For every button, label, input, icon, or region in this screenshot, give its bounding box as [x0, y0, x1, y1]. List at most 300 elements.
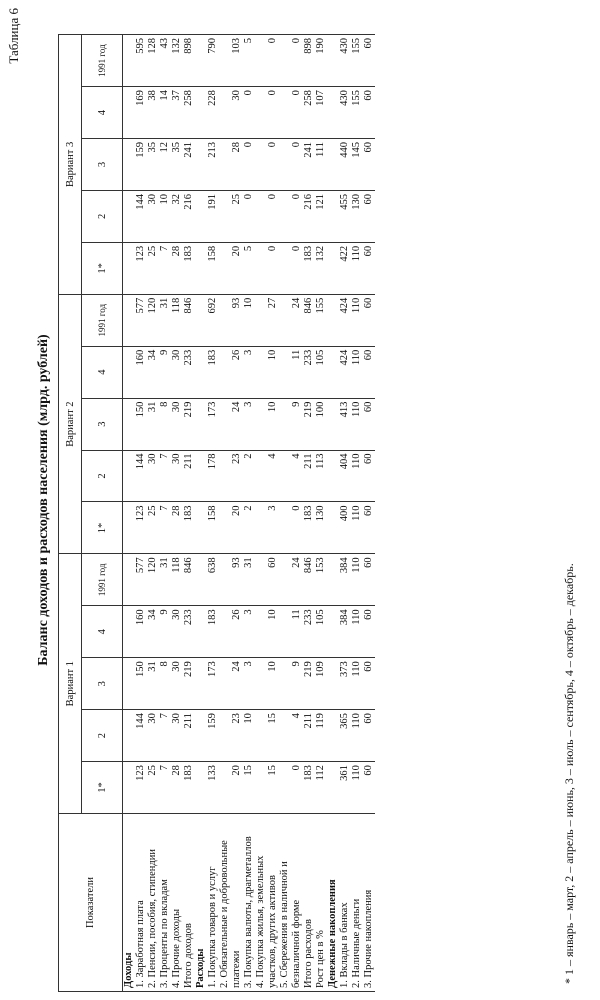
value-cell: 28 — [171, 502, 183, 554]
value-cell: 404 — [339, 450, 351, 502]
value-cell: 183 — [207, 346, 219, 398]
value-cell — [195, 502, 207, 554]
value-cell: 0 — [255, 139, 279, 191]
value-cell: 3 — [243, 346, 255, 398]
value-cell: 60 — [363, 190, 375, 242]
value-cell: 7 — [159, 502, 171, 554]
value-cell: 211 — [183, 450, 195, 502]
value-cell: 133 — [207, 762, 219, 814]
value-cell: 577 — [135, 294, 147, 346]
value-cell — [327, 502, 339, 554]
value-cell: 132 — [171, 35, 183, 87]
value-cell — [327, 35, 339, 87]
value-cell — [195, 762, 207, 814]
value-cell: 93 — [219, 554, 243, 606]
value-cell: 424 — [339, 346, 351, 398]
value-cell: 31 — [159, 294, 171, 346]
value-cell: 60 — [363, 502, 375, 554]
value-cell: 60 — [363, 710, 375, 762]
value-cell: 183 — [183, 762, 195, 814]
value-cell: 34 — [147, 346, 159, 398]
value-cell: 400 — [339, 502, 351, 554]
table-row — [315, 35, 327, 992]
value-cell: 20 — [219, 762, 243, 814]
value-cell: 5 — [243, 35, 255, 87]
value-cell: 60 — [363, 346, 375, 398]
value-cell: 145 — [351, 139, 363, 191]
value-cell: 110 — [351, 658, 363, 710]
value-cell: 60 — [363, 139, 375, 191]
value-cell: 219 — [303, 398, 315, 450]
value-cell: 30 — [171, 450, 183, 502]
table-row — [327, 35, 339, 992]
row-label: 2. Пенсии, пособия, стипендии — [147, 814, 159, 992]
value-cell: 160 — [135, 346, 147, 398]
table-body — [123, 35, 376, 992]
col-header: 4 — [82, 87, 123, 139]
value-cell — [195, 658, 207, 710]
value-cell: 112 — [315, 762, 327, 814]
value-cell: 361 — [339, 762, 351, 814]
value-cell: 60 — [363, 398, 375, 450]
row-label: 1. Заработная плата — [135, 814, 147, 992]
value-cell: 30 — [171, 398, 183, 450]
value-cell — [327, 139, 339, 191]
table-row — [135, 35, 147, 992]
value-cell — [195, 606, 207, 658]
value-cell: 144 — [135, 710, 147, 762]
value-cell: 183 — [303, 502, 315, 554]
value-cell: 107 — [315, 87, 327, 139]
value-cell — [195, 554, 207, 606]
value-cell — [327, 190, 339, 242]
value-cell: 60 — [363, 606, 375, 658]
table-title: Баланс доходов и расходов населения (млрд. рублей) — [36, 334, 51, 666]
value-cell: 110 — [351, 346, 363, 398]
value-cell: 60 — [363, 242, 375, 294]
value-cell: 3 — [243, 658, 255, 710]
value-cell: 105 — [315, 346, 327, 398]
value-cell: 241 — [303, 139, 315, 191]
value-cell: 28 — [219, 139, 243, 191]
value-cell — [123, 35, 136, 87]
row-label: 2. Обязательные и добровольные платежи — [219, 814, 243, 992]
value-cell: 10 — [255, 606, 279, 658]
value-cell: 24 — [279, 294, 303, 346]
value-cell — [123, 139, 136, 191]
value-cell: 846 — [183, 554, 195, 606]
value-cell: 233 — [303, 346, 315, 398]
row-label: 4. Покупка жилья, земельных участков, других активов — [255, 814, 279, 992]
value-cell: 118 — [171, 294, 183, 346]
value-cell — [123, 346, 136, 398]
table-row — [351, 35, 363, 992]
value-cell — [327, 450, 339, 502]
row-label: 1. Вклады в банках — [339, 814, 351, 992]
value-cell — [327, 762, 339, 814]
value-cell: 373 — [339, 658, 351, 710]
col-header: 2 — [82, 190, 123, 242]
value-cell: 23 — [219, 450, 243, 502]
value-cell: 30 — [171, 346, 183, 398]
table-row — [171, 35, 183, 992]
value-cell: 7 — [159, 710, 171, 762]
value-cell: 121 — [315, 190, 327, 242]
value-cell: 23 — [219, 710, 243, 762]
col-header: 3 — [82, 658, 123, 710]
value-cell: 153 — [315, 554, 327, 606]
value-cell: 14 — [159, 87, 171, 139]
value-cell: 228 — [207, 87, 219, 139]
value-cell: 9 — [279, 658, 303, 710]
row-label: 4. Прочие доходы — [171, 814, 183, 992]
value-cell: 3 — [255, 502, 279, 554]
value-cell: 20 — [219, 242, 243, 294]
table-number: Таблица 6 — [6, 8, 21, 64]
table-row — [159, 35, 171, 992]
value-cell — [123, 658, 136, 710]
value-cell: 155 — [315, 294, 327, 346]
row-label: Итого доходов — [183, 814, 195, 992]
value-cell: 120 — [147, 294, 159, 346]
value-cell: 898 — [303, 35, 315, 87]
value-cell: 846 — [183, 294, 195, 346]
value-cell: 30 — [171, 658, 183, 710]
row-label: 3. Проценты по вкладам — [159, 814, 171, 992]
value-cell — [327, 710, 339, 762]
value-cell: 155 — [351, 35, 363, 87]
value-cell: 3 — [243, 606, 255, 658]
value-cell: 12 — [159, 139, 171, 191]
value-cell: 10 — [255, 346, 279, 398]
value-cell: 7 — [159, 450, 171, 502]
value-cell: 60 — [363, 554, 375, 606]
value-cell: 11 — [279, 346, 303, 398]
balance-table — [58, 34, 375, 992]
value-cell: 30 — [147, 450, 159, 502]
value-cell: 692 — [207, 294, 219, 346]
value-cell: 123 — [135, 502, 147, 554]
row-label: 5. Сбережения в наличной и безналичной форме — [279, 814, 303, 992]
value-cell: 0 — [243, 87, 255, 139]
value-cell: 132 — [315, 242, 327, 294]
table-row — [339, 35, 351, 992]
col-header: 1991 год — [82, 554, 123, 606]
value-cell — [195, 139, 207, 191]
value-cell: 37 — [171, 87, 183, 139]
value-cell: 11 — [279, 606, 303, 658]
value-cell: 31 — [243, 554, 255, 606]
value-cell: 25 — [219, 190, 243, 242]
value-cell: 0 — [279, 87, 303, 139]
value-cell: 113 — [315, 450, 327, 502]
value-cell: 216 — [183, 190, 195, 242]
value-cell: 93 — [219, 294, 243, 346]
col-header: 1* — [82, 502, 123, 554]
value-cell: 169 — [135, 87, 147, 139]
value-cell: 183 — [183, 502, 195, 554]
value-cell: 111 — [315, 139, 327, 191]
value-cell: 10 — [255, 658, 279, 710]
col-header: 1* — [82, 242, 123, 294]
value-cell: 110 — [351, 398, 363, 450]
value-cell — [195, 346, 207, 398]
value-cell: 365 — [339, 710, 351, 762]
value-cell: 128 — [147, 35, 159, 87]
value-cell: 258 — [183, 87, 195, 139]
value-cell: 424 — [339, 294, 351, 346]
table-row — [243, 35, 255, 992]
value-cell: 258 — [303, 87, 315, 139]
value-cell: 10 — [255, 398, 279, 450]
value-cell: 5 — [243, 242, 255, 294]
value-cell: 219 — [303, 658, 315, 710]
value-cell: 103 — [219, 35, 243, 87]
value-cell — [123, 710, 136, 762]
value-cell: 130 — [315, 502, 327, 554]
value-cell: 35 — [147, 139, 159, 191]
value-cell: 183 — [183, 242, 195, 294]
value-cell: 110 — [351, 502, 363, 554]
value-cell — [327, 658, 339, 710]
value-cell: 0 — [255, 190, 279, 242]
value-cell: 4 — [255, 450, 279, 502]
value-cell: 160 — [135, 606, 147, 658]
value-cell: 384 — [339, 606, 351, 658]
table-row — [183, 35, 195, 992]
value-cell: 110 — [351, 762, 363, 814]
value-cell: 150 — [135, 658, 147, 710]
row-label: Рост цен в % — [315, 814, 327, 992]
value-cell: 219 — [183, 658, 195, 710]
value-cell: 110 — [351, 554, 363, 606]
table-row — [279, 35, 303, 992]
value-cell: 455 — [339, 190, 351, 242]
table-row — [363, 35, 375, 992]
value-cell — [195, 710, 207, 762]
value-cell: 8 — [159, 658, 171, 710]
value-cell: 233 — [183, 606, 195, 658]
value-cell: 120 — [147, 554, 159, 606]
value-cell: 118 — [171, 554, 183, 606]
value-cell: 109 — [315, 658, 327, 710]
value-cell: 0 — [279, 242, 303, 294]
value-cell: 105 — [315, 606, 327, 658]
row-label: Расходы — [195, 814, 207, 992]
value-cell: 4 — [279, 710, 303, 762]
value-cell: 846 — [303, 294, 315, 346]
row-label: 1. Покупка товаров и услуг — [207, 814, 219, 992]
row-label: 3. Покупка валюты, драгметаллов — [243, 814, 255, 992]
value-cell: 0 — [279, 139, 303, 191]
value-cell — [123, 294, 136, 346]
table-row — [255, 35, 279, 992]
value-cell — [327, 242, 339, 294]
value-cell: 27 — [255, 294, 279, 346]
value-cell: 110 — [351, 606, 363, 658]
value-cell: 3 — [243, 398, 255, 450]
row-label: Итого расходов — [303, 814, 315, 992]
value-cell: 0 — [279, 502, 303, 554]
value-cell: 898 — [183, 35, 195, 87]
value-cell: 384 — [339, 554, 351, 606]
value-cell — [123, 502, 136, 554]
value-cell — [123, 450, 136, 502]
value-cell: 25 — [147, 762, 159, 814]
value-cell: 38 — [147, 87, 159, 139]
value-cell: 25 — [147, 502, 159, 554]
value-cell: 123 — [135, 762, 147, 814]
value-cell: 159 — [207, 710, 219, 762]
value-cell: 0 — [255, 242, 279, 294]
value-cell: 9 — [279, 398, 303, 450]
value-cell — [195, 398, 207, 450]
row-label: Доходы — [123, 814, 136, 992]
value-cell: 30 — [219, 87, 243, 139]
value-cell: 7 — [159, 762, 171, 814]
value-cell — [123, 190, 136, 242]
value-cell: 43 — [159, 35, 171, 87]
value-cell: 60 — [363, 450, 375, 502]
value-cell: 60 — [363, 87, 375, 139]
value-cell: 110 — [351, 710, 363, 762]
value-cell: 211 — [183, 710, 195, 762]
value-cell: 60 — [363, 762, 375, 814]
value-cell: 422 — [339, 242, 351, 294]
value-cell: 31 — [147, 658, 159, 710]
col-header: 4 — [82, 606, 123, 658]
value-cell: 638 — [207, 554, 219, 606]
value-cell: 15 — [255, 762, 279, 814]
value-cell: 213 — [207, 139, 219, 191]
value-cell: 28 — [171, 242, 183, 294]
value-cell: 31 — [159, 554, 171, 606]
value-cell: 173 — [207, 658, 219, 710]
value-cell: 26 — [219, 346, 243, 398]
value-cell: 178 — [207, 450, 219, 502]
value-cell: 211 — [303, 710, 315, 762]
value-cell: 0 — [279, 35, 303, 87]
value-cell: 241 — [183, 139, 195, 191]
value-cell: 0 — [243, 139, 255, 191]
row-label: 2. Наличные деньги — [351, 814, 363, 992]
value-cell: 10 — [243, 710, 255, 762]
value-cell — [327, 398, 339, 450]
value-cell: 413 — [339, 398, 351, 450]
value-cell: 8 — [159, 398, 171, 450]
value-cell: 144 — [135, 190, 147, 242]
value-cell: 0 — [243, 190, 255, 242]
value-cell: 183 — [303, 242, 315, 294]
value-cell: 26 — [219, 606, 243, 658]
value-cell: 34 — [147, 606, 159, 658]
value-cell: 60 — [363, 294, 375, 346]
value-cell: 846 — [303, 554, 315, 606]
value-cell: 24 — [219, 398, 243, 450]
value-cell: 233 — [183, 346, 195, 398]
value-cell: 2 — [243, 450, 255, 502]
value-cell: 30 — [147, 190, 159, 242]
col-header: 3 — [82, 398, 123, 450]
footnote: * 1 – январь – март, 2 – апрель – июнь, 3 – июль – сентябрь, 4 – октябрь – декабрь. — [562, 563, 576, 984]
value-cell: 9 — [159, 346, 171, 398]
value-cell: 31 — [147, 398, 159, 450]
value-cell: 190 — [315, 35, 327, 87]
value-cell: 119 — [315, 710, 327, 762]
value-cell: 24 — [219, 658, 243, 710]
value-cell: 24 — [279, 554, 303, 606]
value-cell: 577 — [135, 554, 147, 606]
header-indicators: Показатели — [59, 814, 123, 992]
value-cell — [123, 762, 136, 814]
value-cell: 110 — [351, 242, 363, 294]
value-cell — [123, 398, 136, 450]
header-variant-3: Вариант 3 — [59, 35, 82, 295]
value-cell: 595 — [135, 35, 147, 87]
value-cell: 211 — [303, 450, 315, 502]
value-cell: 9 — [159, 606, 171, 658]
value-cell: 123 — [135, 242, 147, 294]
table-row — [207, 35, 219, 992]
value-cell: 0 — [255, 87, 279, 139]
value-cell: 158 — [207, 502, 219, 554]
value-cell: 183 — [207, 606, 219, 658]
table-row — [219, 35, 243, 992]
value-cell: 10 — [243, 294, 255, 346]
value-cell: 60 — [363, 35, 375, 87]
value-cell — [195, 35, 207, 87]
value-cell: 25 — [147, 242, 159, 294]
value-cell — [195, 190, 207, 242]
value-cell: 35 — [171, 139, 183, 191]
value-cell: 0 — [279, 762, 303, 814]
value-cell: 144 — [135, 450, 147, 502]
value-cell: 60 — [255, 554, 279, 606]
value-cell: 0 — [279, 190, 303, 242]
value-cell — [123, 242, 136, 294]
value-cell — [327, 294, 339, 346]
row-label: Денежные накопления — [327, 814, 339, 992]
header-variant-2: Вариант 2 — [59, 294, 82, 554]
value-cell: 10 — [159, 190, 171, 242]
value-cell: 15 — [243, 762, 255, 814]
col-header: 2 — [82, 450, 123, 502]
value-cell: 110 — [351, 294, 363, 346]
col-header: 1* — [82, 762, 123, 814]
value-cell — [195, 294, 207, 346]
value-cell: 0 — [255, 35, 279, 87]
value-cell — [123, 554, 136, 606]
value-cell: 15 — [255, 710, 279, 762]
value-cell: 7 — [159, 242, 171, 294]
header-variant-1: Вариант 1 — [59, 554, 82, 814]
value-cell: 130 — [351, 190, 363, 242]
value-cell — [327, 606, 339, 658]
value-cell: 30 — [147, 710, 159, 762]
table-row — [147, 35, 159, 992]
value-cell: 28 — [171, 762, 183, 814]
table-row — [123, 35, 136, 992]
value-cell — [123, 606, 136, 658]
value-cell: 4 — [279, 450, 303, 502]
value-cell — [195, 242, 207, 294]
value-cell: 790 — [207, 35, 219, 87]
value-cell: 430 — [339, 87, 351, 139]
value-cell: 20 — [219, 502, 243, 554]
value-cell: 159 — [135, 139, 147, 191]
value-cell: 32 — [171, 190, 183, 242]
value-cell: 219 — [183, 398, 195, 450]
